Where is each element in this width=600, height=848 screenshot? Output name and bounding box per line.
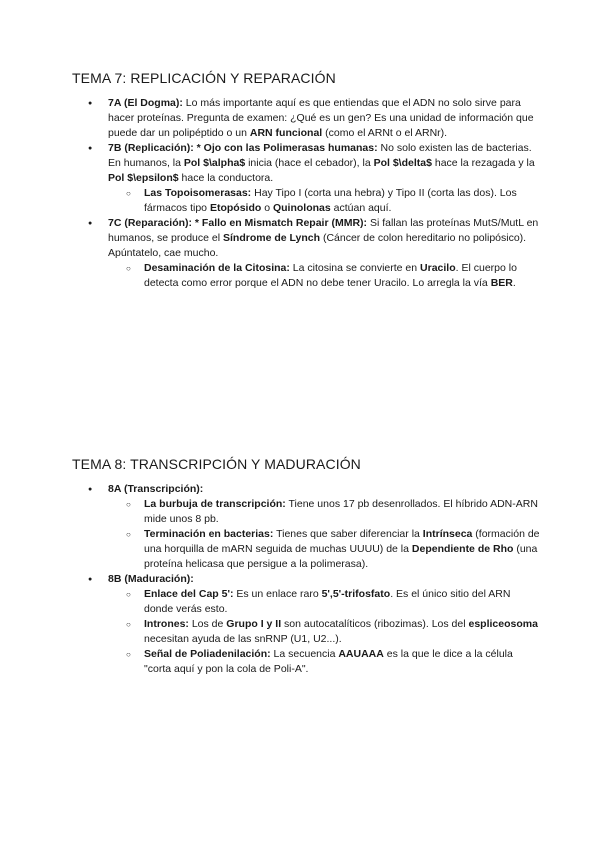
list-item: ● 7B (Replicación): * Ojo con las Polimerasas humanas: No solo existen las de bacterias. En humanos, la Pol $\alpha$ inicia (hace el cebador), la Pol $\delta$ hace la rezagada y la Pol $\epsilon$ hace la conductora. ○ Las Topoisomerasas: Hay Tipo I (corta una hebra) y Tipo II (corta las dos). Los fármacos tipo Etopósido o Quinolonas actúan aquí. xyxy=(72,141,540,216)
list-item: ● 7A (El Dogma): Lo más importante aquí es que entiendas que el ADN no solo sirve para hacer proteínas. Pregunta de examen: ¿Qué es un gen? Es una unidad de información que puede dar un polipéptido o un ARN funcional (como el ARNt o el ARNr). xyxy=(72,96,540,141)
bullet-list xyxy=(72,482,540,677)
list-item: ○ Intrones: Los de Grupo I y II son autocatalíticos (ribozimas). Los del espliceosoma necesitan ayuda de las snRNP (U1, U2...). xyxy=(108,617,540,647)
list-item: ○ Señal de Poliadenilación: La secuencia AAUAAA es la que le dice a la célula "corta aquí y pon la cola de Poli-A". xyxy=(108,647,540,677)
list-item: ○ La burbuja de transcripción: Tiene unos 17 pb desenrollados. El híbrido ADN-ARN mide unos 8 pb. xyxy=(108,497,540,527)
section-tema-7 xyxy=(72,70,540,291)
list-item: ● 7C (Reparación): * Fallo en Mismatch Repair (MMR): Si fallan las proteínas MutS/MutL en humanos, se produce el Síndrome de Lynch (Cáncer de colon hereditario no polipósico). Apúntatelo, cae mucho. ○ Desaminación de la Citosina: La citosina se convierte en Uracilo. El cuerpo lo detecta como error porque el ADN no debe tener Uracilo. Lo arregla la vía BER. xyxy=(72,216,540,291)
sub-bullet-list xyxy=(108,261,540,291)
section-tema-8 xyxy=(72,456,540,677)
sub-bullet-list xyxy=(108,186,540,216)
list-item: ○ Terminación en bacterias: Tienes que saber diferenciar la Intrínseca (formación de una horquilla de mARN seguida de muchas UUUU) de la Dependiente de Rho (una proteína helicasa que persigue a la polimerasa). xyxy=(108,527,540,572)
list-item: ○ Las Topoisomerasas: Hay Tipo I (corta una hebra) y Tipo II (corta las dos). Los fármacos tipo Etopósido o Quinolonas actúan aquí. xyxy=(108,186,540,216)
bullet-list xyxy=(72,96,540,291)
sub-bullet-list xyxy=(108,497,540,572)
list-item: ○ Desaminación de la Citosina: La citosina se convierte en Uracilo. El cuerpo lo detecta como error porque el ADN no debe tener Uracilo. Lo arregla la vía BER. xyxy=(108,261,540,291)
sub-bullet-list xyxy=(108,587,540,677)
section-title: TEMA 7: REPLICACIÓN Y REPARACIÓN xyxy=(72,70,336,86)
section-title: TEMA 8: TRANSCRIPCIÓN Y MADURACIÓN xyxy=(72,456,361,472)
list-item: ● 8B (Maduración): ○ Enlace del Cap 5': Es un enlace raro 5',5'-trifosfato. Es el único sitio del ARN donde verás esto. ○ Intrones: Los de Grupo I y II son autocatalíticos (ribozimas). Los del espliceosoma necesitan ayuda de las snRNP (U1, U2...). ○ Señal de Poliadenilación: La secuencia AAUAAA es la que le dice a la célula "corta aquí y pon la cola de Poli-A". xyxy=(72,572,540,677)
list-item: ● 8A (Transcripción): ○ La burbuja de transcripción: Tiene unos 17 pb desenrollados. El híbrido ADN-ARN mide unos 8 pb. ○ Terminación en bacterias: Tienes que saber diferenciar la Intrínseca (formación de una horquilla de mARN seguida de muchas UUUU) de la Dependiente de Rho (una proteína helicasa que persigue a la polimerasa). xyxy=(72,482,540,572)
list-item: ○ Enlace del Cap 5': Es un enlace raro 5',5'-trifosfato. Es el único sitio del ARN donde verás esto. xyxy=(108,587,540,617)
